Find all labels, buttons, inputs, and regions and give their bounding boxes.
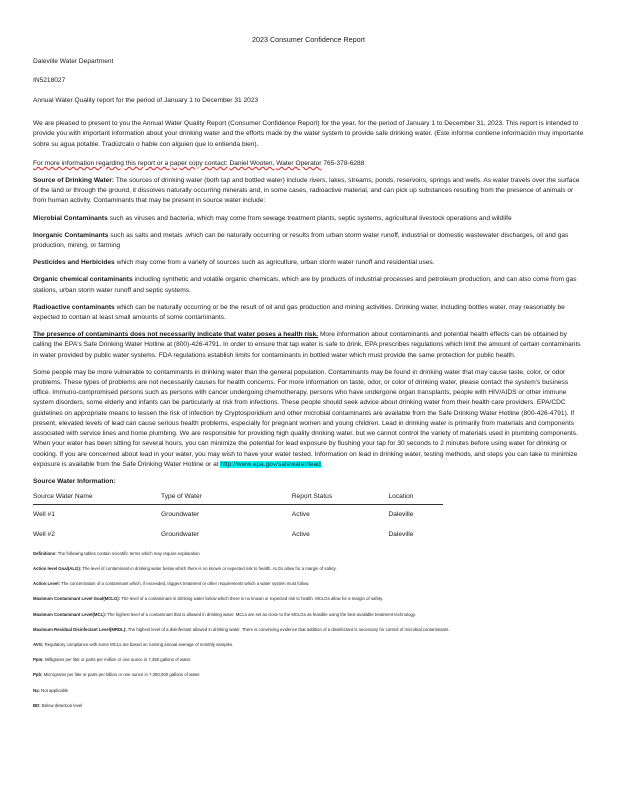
definitions-list bbox=[33, 551, 584, 709]
definition-term: Maximum Contaminant Level Goal(MCLG): bbox=[33, 596, 121, 602]
contact-phone: 765-378-6288 bbox=[323, 159, 365, 167]
contaminant-label: Radioactive contaminants bbox=[33, 303, 115, 311]
definition-term: Action level Goal(ALG): bbox=[33, 566, 82, 572]
table-cell: Well #1 bbox=[33, 511, 55, 519]
report-title: 2023 Consumer Confidence Report bbox=[251, 35, 366, 44]
source-water-table bbox=[33, 492, 443, 545]
contaminant-label: Pesticides and Herbicides bbox=[33, 259, 115, 267]
table-header-row bbox=[33, 492, 443, 505]
definition-item bbox=[33, 627, 584, 633]
definition-text: The highest level of a contaminant that is allowed in drinking water. MCLs are set as close to the MCLGs as feasible using the best available treatment technology. bbox=[107, 611, 416, 617]
contaminant-microbial bbox=[33, 214, 584, 224]
definition-term: Ppm: bbox=[33, 657, 44, 663]
definition-term: Ppb: bbox=[33, 672, 43, 678]
contaminant-text: which may come from a variety of sources such as agriculture, urban storm water runoff and residential uses. bbox=[116, 259, 435, 267]
definition-text: Regulatory compliance with some MCLs are based on running annual average of monthly samples. bbox=[44, 642, 234, 648]
column-header: Type of Water bbox=[161, 492, 292, 505]
table-cell: Active bbox=[291, 531, 310, 539]
source-of-water-label: Source of Drinking Water: bbox=[33, 177, 115, 185]
definition-text: Not applicable bbox=[41, 687, 69, 693]
definition-item bbox=[33, 596, 584, 602]
vulnerable-paragraph bbox=[33, 368, 584, 470]
definition-item bbox=[33, 642, 584, 648]
table-cell: Well #2 bbox=[33, 531, 55, 539]
system-id: IN5218027 bbox=[33, 77, 66, 85]
contaminant-pesticides bbox=[33, 258, 584, 268]
column-header: Location bbox=[388, 492, 443, 505]
health-risk-lead: The presence of contaminants does not necessarily indicate that water poses a health risk. bbox=[33, 331, 319, 339]
contact-role: Water Operator bbox=[276, 159, 322, 167]
definition-item bbox=[33, 551, 584, 557]
definition-text: Below detection level bbox=[41, 702, 83, 708]
contaminant-organic bbox=[33, 275, 584, 295]
contaminant-text: such as salts and metals ,which can be naturally occurring or results from urban storm water runoff, industrial or domestic wastewater discharges, oil and gas production, mining, or farming bbox=[33, 231, 569, 250]
definition-term: AVG: bbox=[33, 642, 44, 648]
contaminant-inorganic bbox=[33, 231, 584, 251]
table-cell: Groundwater bbox=[161, 511, 200, 519]
definition-text: Micrograms per liter or parts per billion or one ounce in 7,350,000 gallons of water. bbox=[43, 672, 201, 678]
definition-item bbox=[33, 566, 584, 572]
source-info-heading: Source Water Information: bbox=[33, 477, 116, 485]
definition-term: Definitions: bbox=[33, 550, 57, 556]
definition-term: Maximum Contaminant Level(MCL): bbox=[33, 611, 107, 617]
definition-text: The concentration of a contaminant which, if exceeded, triggers treatment or other requirements which a water system must follow. bbox=[61, 581, 310, 587]
contact-name: Daniel Wooten, bbox=[229, 159, 275, 167]
health-risk-paragraph bbox=[33, 330, 584, 361]
definition-text: The level of a contaminant in drinking water below which there is no known or expected risk to health. MCLGs allow for a margin of safety. bbox=[121, 596, 384, 602]
table-cell: Daleville bbox=[388, 511, 414, 519]
vulnerable-text: Some people may be more vulnerable to contaminants in drinking water than the general population. Contaminants may be found in drinking water that may cause taste, color, or odor problems. These types of problems are not necessarily causes for health concerns. For more information on taste, odor, or color of drinking water, please contact the system's business office. Immuno-compromised persons such as persons with cancer undergoing chemotherapy, persons who have undergone organ transplants, people with HIV/AIDS or other immune system disorders, some elderly and infants can be particularly at risk from infections. These people should seek advice about drinking water from their health care providers. EPA/CDC guidelines on appropriate means to lessen the risk of infection by Cryptosporidium and other microbial contaminants are available from the Safe Drinking Water Hotline (800-426-4791). If present, elevated levels of lead can cause serious health problems, especially for pregnant women and young children. Lead in drinking water is primarily from materials and components associated with service lines and home plumbing. We are responsible for providing high quality drinking water, but we cannot control the variety of materials used in plumbing components. When your water has been sitting for several hours, you can minimize the potential for lead exposure by flushing your tap for 30 seconds to 2 minutes before using water for drinking or cooking. If you are concerned about lead in your water, you may wish to have your water tested. Information on lead in drinking water, testing methods, and steps you can take to minimize exposure is available from the Safe Drinking Water Hotline or at bbox=[33, 368, 578, 468]
table-cell: Daleville bbox=[388, 531, 414, 539]
contaminant-label: Microbial Contaminants bbox=[33, 214, 108, 222]
definition-text: The level of contaminant in drinking water below which there is no known or expected risk to health. ALGs allow for a margin of safety. bbox=[82, 566, 337, 572]
intro-paragraph: We are pleased to present to you the Annual Water Quality Report (Consumer Confidence Report) for the year, for the period of January 1 to December 31, 2023. This report is intended to provide you with important information about your drinking water and the efforts made by the water system to provide safe drinking water. (Este informe contiene información muy importante sobre su agua potable. Tradúzcalo o hable con alguien que lo entienda bien). bbox=[33, 120, 584, 148]
definition-term: Maximum Residual Disinfectant Level(MRDL): bbox=[33, 626, 127, 632]
definition-text: The highest level of a disinfectant allowed in drinking water. There is convincing evidence that addition of a disinfectant is necessary for control of microbial contaminants. bbox=[127, 626, 450, 632]
contaminant-text: such as viruses and bacteria, which may come from sewage treatment plants, septic systems, agricultural livestock operations and wildlife bbox=[109, 214, 512, 222]
vulnerable-suffix: . bbox=[320, 460, 323, 468]
definition-item bbox=[33, 672, 584, 678]
definition-item bbox=[33, 703, 584, 709]
contact-prefix: For more information regarding this report or a paper copy contact: bbox=[33, 159, 228, 167]
definition-item bbox=[33, 688, 584, 694]
definition-text: Milligrams per liter or parts per million or one ounce in 7,350 gallons of water. bbox=[44, 657, 192, 663]
contaminant-text: including synthetic and volatile organic chemicals, which are by products of industrial processes and petroleum production, and can also come from gas stations, urban storm water runoff and septic systems. bbox=[33, 276, 577, 294]
source-of-water-paragraph bbox=[33, 176, 584, 207]
definition-term: BD: bbox=[33, 702, 41, 708]
health-risk-text: More information about contaminants and potential health effects can be obtained by calling the EPA's Safe Drinking Water Hotline at (800)-426-4791. In order to ensure that tap water is safe to drink, EPA prescribes regulations which limit the amount of certain contaminants in water provided by public water systems. FDA regulations establish limits for contaminants in bottled water which must provide the same protection for public health. bbox=[33, 331, 581, 359]
definition-text: The following tables contain scientific terms which may require explanation bbox=[57, 550, 200, 556]
contaminant-label: Inorganic Contaminants bbox=[33, 231, 109, 239]
definition-item bbox=[33, 657, 584, 663]
definition-item bbox=[33, 612, 584, 618]
table-row bbox=[33, 525, 443, 545]
definition-term: Action Level: bbox=[33, 581, 60, 587]
table-cell: Active bbox=[291, 511, 310, 519]
column-header: Report Status bbox=[292, 492, 389, 505]
source-of-water-text: The sources of drinking water (both tap and bottled water) include rivers, lakes, streams, ponds, reservoirs, springs and wells. As water travels over the surface of the land or through the ground, it dissolves naturally occurring minerals and, in some cases, radioactive material, and can pick up substances resulting from the presence of animals or from human activity. Contaminants that may be present in source water include: bbox=[33, 177, 580, 205]
contact-line bbox=[33, 159, 584, 169]
table-row bbox=[33, 504, 443, 525]
definition-term: Na: bbox=[33, 687, 40, 693]
table-cell: Groundwater bbox=[161, 531, 200, 539]
utility-name: Daleville Water Department bbox=[33, 58, 114, 65]
contaminant-label: Organic chemical contaminants bbox=[33, 276, 133, 284]
contaminant-text: which can be naturally occurring or be the result of oil and gas production and mining activities. Drinking water, including bottles water, may reasonably be expected to contain at least small amounts of some contaminants. bbox=[33, 303, 565, 322]
epa-lead-link[interactable]: http://www.epa.gov/safewater/lead bbox=[220, 460, 321, 468]
definition-item bbox=[33, 581, 584, 587]
column-header: Source Water Name bbox=[33, 492, 161, 505]
contaminant-radioactive bbox=[33, 303, 584, 323]
report-period: Annual Water Quality report for the period of January 1 to December 31 2023 bbox=[33, 96, 259, 104]
